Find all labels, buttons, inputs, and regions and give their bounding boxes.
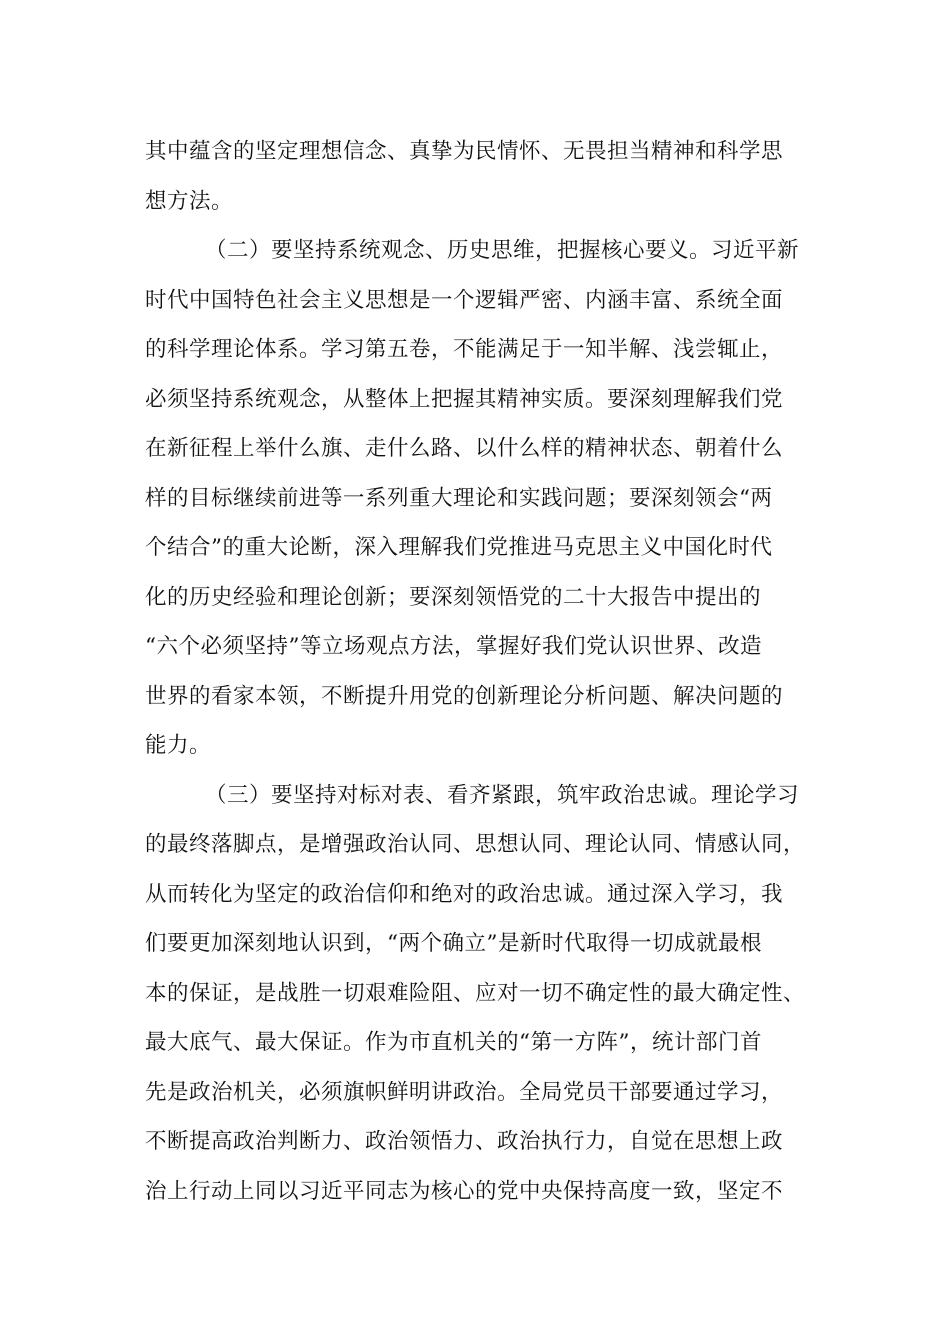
text-line: 世界的看家本领，不断提升用党的创新理论分析问题、解决问题的 (145, 684, 784, 709)
text-line: 的科学理论体系。学习第五卷，不能满足于一知半解、浅尝辄止， (145, 337, 784, 362)
text-line: 必须坚持系统观念，从整体上把握其精神实质。要深刻理解我们党 (145, 387, 784, 412)
text-line: 在新征程上举什么旗、走什么路、以什么样的精神状态、朝着什么 (145, 436, 784, 461)
text-line: 们要更加深刻地认识到，“两个确立”是新时代取得一切成就最根 (145, 931, 762, 956)
text-line: 想方法。 (145, 189, 234, 214)
paragraph-heading-2: （二）要坚持系统观念、历史思维，把握核心要义。习近平新 (205, 238, 800, 263)
text-line: 能力。 (145, 733, 212, 758)
text-line: 最大底气、最大保证。作为市直机关的“第一方阵”，统计部门首 (145, 1030, 762, 1055)
text-line: “六个必须坚持”等立场观点方法，掌握好我们党认识世界、改造 (145, 634, 762, 659)
text-line: 其中蕴含的坚定理想信念、真挚为民情怀、无畏担当精神和科学思 (145, 139, 784, 164)
text-line: 从而转化为坚定的政治信仰和绝对的政治忠诚。通过深入学习，我 (145, 882, 784, 907)
text-line: 化的历史经验和理论创新；要深刻领悟党的二十大报告中提出的 (145, 585, 762, 610)
paragraph-heading-3: （三）要坚持对标对表、看齐紧跟，筑牢政治忠诚。理论学习 (205, 783, 800, 808)
text-line: 个结合”的重大论断，深入理解我们党推进马克思主义中国化时代 (145, 535, 773, 560)
text-line: 本的保证，是战胜一切艰难险阻、应对一切不确定性的最大确定性、 (145, 981, 806, 1006)
text-line: 不断提高政治判断力、政治领悟力、政治执行力，自觉在思想上政 (145, 1129, 784, 1154)
text-line: 治上行动上同以习近平同志为核心的党中央保持高度一致，坚定不 (145, 1179, 784, 1204)
text-line: 先是政治机关，必须旗帜鲜明讲政治。全局党员干部要通过学习， (145, 1080, 784, 1105)
text-line: 时代中国特色社会主义思想是一个逻辑严密、内涵丰富、系统全面 (145, 288, 784, 313)
text-line: 的最终落脚点，是增强政治认同、思想认同、理论认同、情感认同， (145, 832, 806, 857)
text-line: 样的目标继续前进等一系列重大理论和实践问题；要深刻领会“两 (145, 486, 773, 511)
